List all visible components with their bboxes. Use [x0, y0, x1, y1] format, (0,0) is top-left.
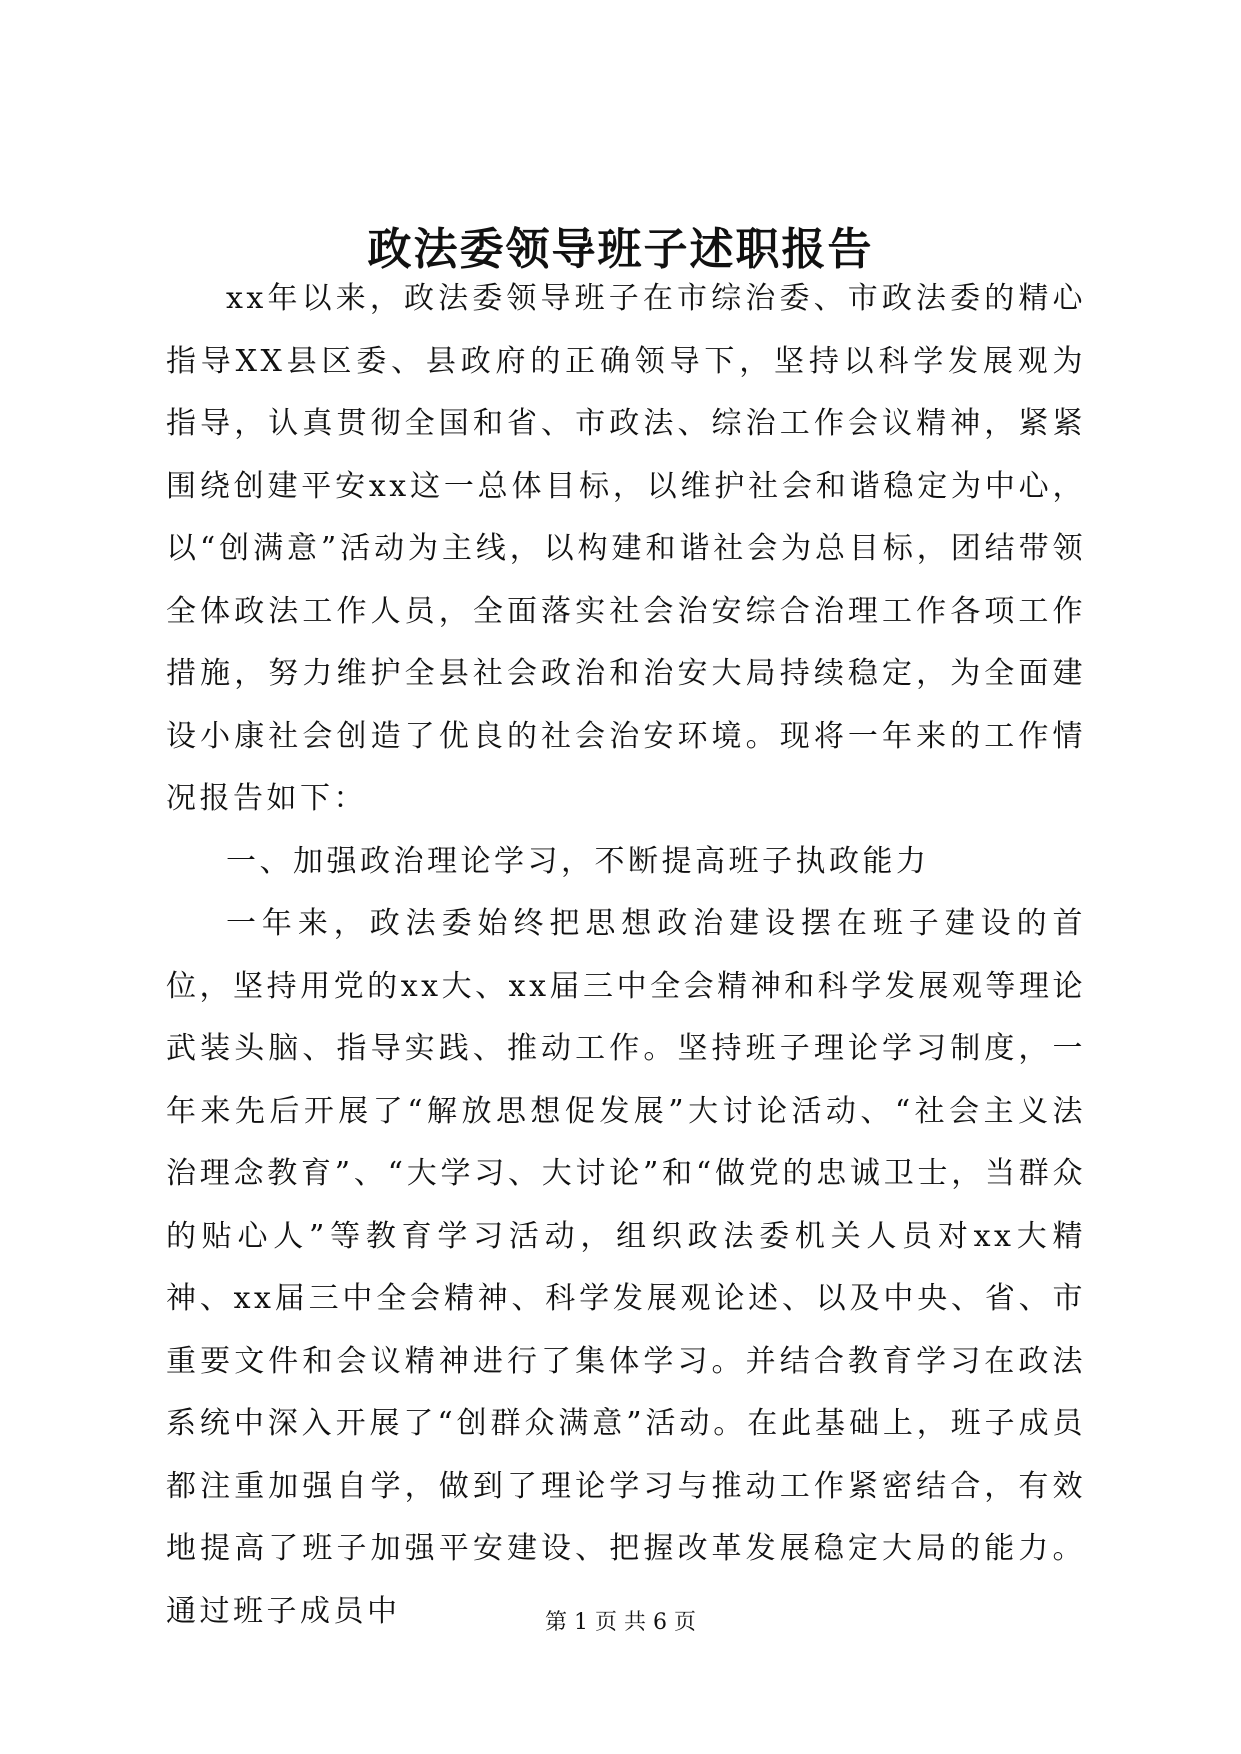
paragraph-intro: xx年以来，政法委领导班子在市综治委、市政法委的精心指导XX县区委、县政府的正确领导下，坚持以科学发展观为指导，认真贯彻全国和省、市政法、综治工作会议精神，紧紧围绕创建平安xx这一总体目标，以维护社会和谐稳定为中心，以“创满意”活动为主线，以构建和谐社会为总目标，团结带领全体政法工作人员，全面落实社会治安综合治理工作各项工作措施，努力维护全县社会政治和治安大局持续稳定，为全面建设小康社会创造了优良的社会治安环境。现将一年来的工作情况报告如下：	[166, 281, 1086, 816]
page-number-footer: 第 1 页 共 6 页	[545, 1610, 696, 1635]
section-heading-1: 一、加强政治理论学习，不断提高班子执政能力	[226, 843, 930, 879]
document-title: 政法委领导班子述职报告	[367, 224, 874, 275]
document-body	[166, 268, 1086, 1643]
paragraph-section-1: 一年来，政法委始终把思想政治建设摆在班子建设的首位，坚持用党的xx大、xx届三中全会精神和科学发展观等理论武装头脑、指导实践、推动工作。坚持班子理论学习制度，一年来先后开展了“解放思想促发展”大讨论活动、“社会主义法治理念教育”、“大学习、大讨论”和“做党的忠诚卫士，当群众的贴心人”等教育学习活动，组织政法委机关人员对xx大精神、xx届三中全会精神、科学发展观论述、以及中央、省、市重要文件和会议精神进行了集体学习。并结合教育学习在政法系统中深入开展了“创群众满意”活动。在此基础上，班子成员都注重加强自学，做到了理论学习与推动工作紧密结合，有效地提高了班子加强平安建设、把握改革发展稳定大局的能力。通过班子成员中	[166, 906, 1086, 1629]
